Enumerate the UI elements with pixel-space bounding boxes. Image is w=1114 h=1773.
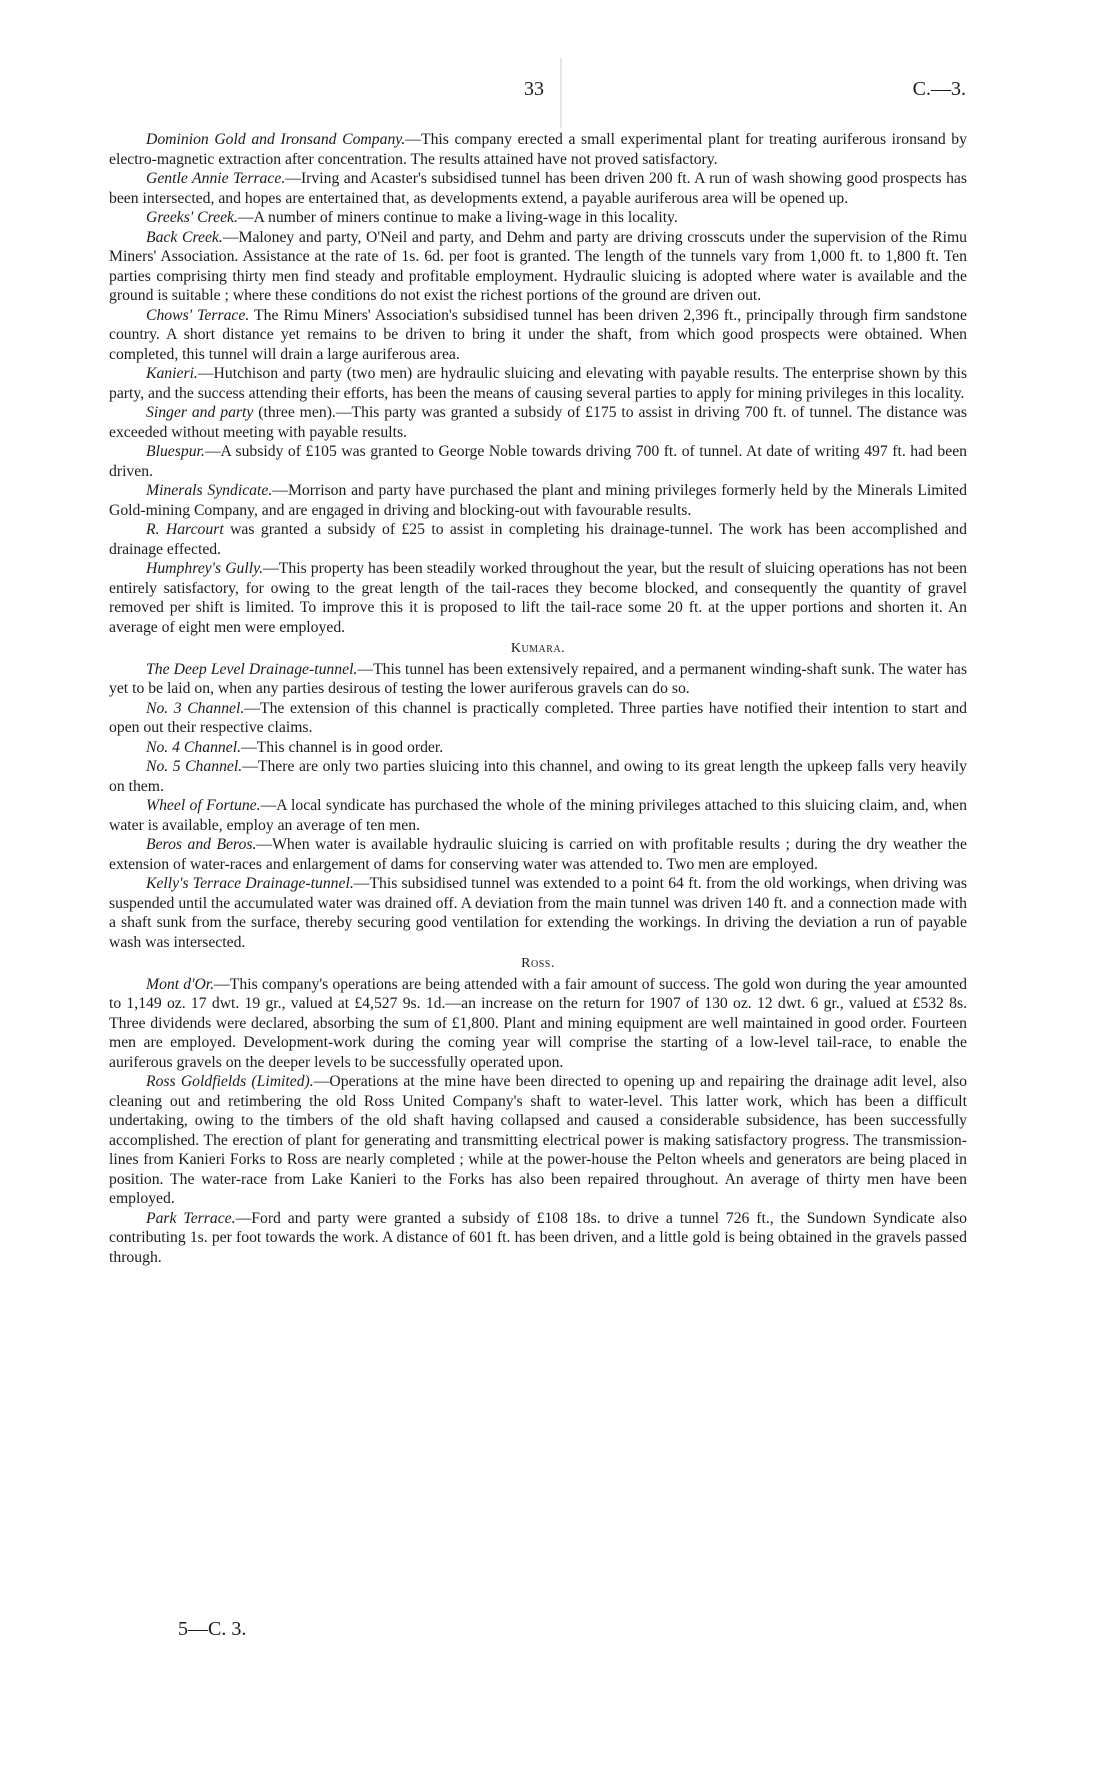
paragraph — [109, 442, 967, 481]
paragraph-title: No. 3 Channel. — [146, 699, 245, 717]
paragraph-title: No. 5 Channel. — [146, 758, 243, 775]
paragraph — [109, 306, 967, 365]
paragraph-text: (three men).—This party was granted a subsidy of £175 to assist in driving 700 ft. of tunnel. The distance was exceeded without meeting with payable results. — [109, 404, 967, 441]
paragraph — [109, 559, 967, 637]
paragraph-text: —Morrison and party have purchased the plant and mining privileges formerly held by the Minerals Limited Gold-mining Company, and are engaged in driving and blocking-out with favourable results. — [109, 482, 967, 519]
paragraph — [109, 169, 967, 208]
paragraph-title: Kelly's Terrace Drainage-tunnel. — [146, 875, 354, 892]
paragraph-title: Mont d'Or. — [146, 975, 215, 993]
paragraph-title: Singer and party — [146, 404, 254, 421]
paragraph-title: Kanieri. — [146, 365, 198, 382]
paragraph — [109, 1072, 967, 1209]
paragraph — [109, 796, 967, 835]
paragraph-text: —This channel is in good order. — [241, 738, 444, 756]
paragraph — [109, 874, 967, 952]
paragraph-text: —This company erected a small experimental plant for treating auriferous ironsand by electro-magnetic extraction after concentration. The results attained have not proved satisfactory. — [109, 131, 967, 168]
paragraph-text: —A local syndicate has purchased the whole of the mining privileges attached to this sluicing claim, and, when water is available, employ an average of ten men. — [109, 797, 967, 834]
paragraph-text: —This company's operations are being attended with a fair amount of success. The gold won during the year amounted to 1,149 oz. 17 dwt. 19 gr., valued at £4,527 9s. 1d.—an increase on the return for 1907 of 130 oz. 12 dwt. 6 gr., valued at £532 8s. Three dividends were declared, absorbing the sum of £1,800. Plant and mining equipment are well maintained in good order. Fourteen men are employed. Development-work during the coming year will comprise the starting of a low-level tail-race, to enable the auriferous gravels on the deeper levels to be successfully operated upon. — [109, 975, 968, 1071]
section-heading: Kumara. — [510, 641, 566, 656]
paragraph — [109, 660, 967, 699]
paragraph-title: Bluespur. — [146, 443, 205, 460]
paragraph-title: R. Harcourt — [146, 521, 224, 538]
paragraph-text: —Maloney and party, O'Neil and party, and Dehm and party are driving crosscuts under the supervision of the Rimu Miners' Association. Assistance at the rate of 1s. 6d. per foot is granted. The length of the tunnels vary from 1,000 ft. to 1,800 ft. Ten parties comprising thirty men find steady and profitable employment. Hydraulic sluicing is adopted where water is available and the ground is suitable ; where these conditions do not exist the richest portions of the ground are driven out. — [109, 228, 967, 304]
paragraph-text: —This subsidised tunnel was extended to a point 64 ft. from the old workings, when driving was suspended until the accumulated water was drained off. A deviation from the main tunnel was driven 140 ft. and a connection made with a shaft sunk from the surface, thereby securing good ventilation for extending the workings. In driving the deviation a run of payable wash was intersected. — [109, 875, 967, 951]
page-number: 33 — [524, 78, 544, 100]
paragraph — [109, 130, 967, 169]
paragraph-title: The Deep Level Drainage-tunnel. — [146, 660, 358, 678]
paragraph — [109, 738, 967, 758]
paragraph — [109, 403, 967, 442]
paragraph-title: Minerals Syndicate. — [146, 482, 273, 499]
section-heading: Ross. — [521, 956, 555, 971]
paragraph-title: Back Creek. — [146, 228, 223, 246]
paragraph-title: Wheel of Fortune. — [146, 797, 261, 814]
paragraph-title: Ross Goldfields (Limited). — [146, 1073, 314, 1090]
paragraph — [109, 699, 967, 738]
paragraph — [109, 975, 967, 1073]
paragraph-text: —Hutchison and party (two men) are hydraulic sluicing and elevating with payable results. The enterprise shown by this party, and the success attending their efforts, has been the means of causing several parties to apply for mining privileges in this locality. — [109, 365, 967, 402]
paragraph — [109, 520, 967, 559]
paragraph — [109, 364, 967, 403]
paragraph — [109, 208, 967, 228]
paragraph-text: —The extension of this channel is practically completed. Three parties have notified their intention to start and open out their respective claims. — [109, 699, 968, 736]
paragraph — [109, 228, 967, 306]
paragraph — [109, 757, 967, 796]
paragraph-text: was granted a subsidy of £25 to assist in completing his drainage-tunnel. The work has been accomplished and drainage effected. — [109, 521, 967, 558]
document-body — [109, 130, 967, 1267]
paragraph-text: —A subsidy of £105 was granted to George Noble towards driving 700 ft. of tunnel. At date of writing 497 ft. had been driven. — [109, 443, 967, 480]
paragraph-title: Gentle Annie Terrace. — [146, 170, 286, 187]
paragraph-text: —This property has been steadily worked throughout the year, but the result of sluicing operations has not been entirely satisfactory, for owing to the great length of the tail-races they become blocked, and consequently the quantity of gravel removed per shift is limited. To improve this it is proposed to lift the tail-race some 20 ft. at the upper portions and shorten it. An average of eight men were employed. — [109, 560, 967, 636]
paragraph-text: —Operations at the mine have been directed to opening up and repairing the drainage adit level, also cleaning out and retimbering the old Ross United Company's shaft to water-level. This latter work, which has been a difficult undertaking, owing to the timbers of the old shaft having collapsed and caused a considerable subsidence, has been successfully accomplished. The erection of plant for generating and transmitting electrical power is making satisfactory progress. The transmission-lines from Kanieri Forks to Ross are nearly completed ; while at the power-house the Pelton wheels and generators are being placed in position. The water-race from Lake Kanieri to the Forks has also been repaired throughout. An average of thirty men have been employed. — [109, 1073, 967, 1207]
paragraph-text: —When water is available hydraulic sluicing is carried on with profitable results ; during the dry weather the extension of water-races and enlargement of dams for conserving water was attended to. Two men are employed. — [109, 836, 967, 873]
paragraph — [109, 481, 967, 520]
paragraph-title: Dominion Gold and Ironsand Company. — [146, 131, 406, 148]
paragraph-title: Chows' Terrace. — [146, 306, 250, 324]
paragraph-text: The Rimu Miners' Association's subsidised tunnel has been driven 2,396 ft., principally through firm sandstone country. A short distance yet remains to be driven to bring it under the shaft, from which good prospects were obtained. When completed, this tunnel will drain a large auriferous area. — [109, 306, 967, 363]
paragraph-title: No. 4 Channel. — [146, 738, 241, 756]
page-footer-signature: 5—C. 3. — [178, 1618, 247, 1640]
page-header — [0, 78, 1114, 108]
paragraph-text: —Ford and party were granted a subsidy of £108 18s. to drive a tunnel 726 ft., the Sundown Syndicate also contributing 1s. per foot towards the work. A distance of 601 ft. has been driven, and a little gold is being obtained in the gravels passed through. — [109, 1209, 967, 1266]
paragraph-title: Park Terrace. — [146, 1209, 236, 1227]
paragraph-text: —Irving and Acaster's subsidised tunnel has been driven 200 ft. A run of wash showing good prospects has been intersected, and hopes are entertained that, as developments extend, a payable auriferous area will be opened up. — [109, 170, 967, 207]
paragraph-title: Beros and Beros. — [146, 836, 257, 853]
paragraph — [109, 1209, 967, 1268]
paragraph-title: Greeks' Creek. — [146, 209, 238, 226]
paragraph-title: Humphrey's Gully. — [146, 560, 264, 577]
paragraph-text: —A number of miners continue to make a living-wage in this locality. — [237, 209, 678, 226]
paragraph-text: —This tunnel has been extensively repaired, and a permanent winding-shaft sunk. The water has yet to be laid on, when any parties desirous of testing the lower auriferous gravels can do so. — [109, 660, 967, 697]
paragraph-text: —There are only two parties sluicing into this channel, and owing to its great length the upkeep falls very heavily on them. — [109, 758, 968, 795]
document-reference: C.—3. — [912, 78, 966, 100]
paragraph — [109, 835, 967, 874]
